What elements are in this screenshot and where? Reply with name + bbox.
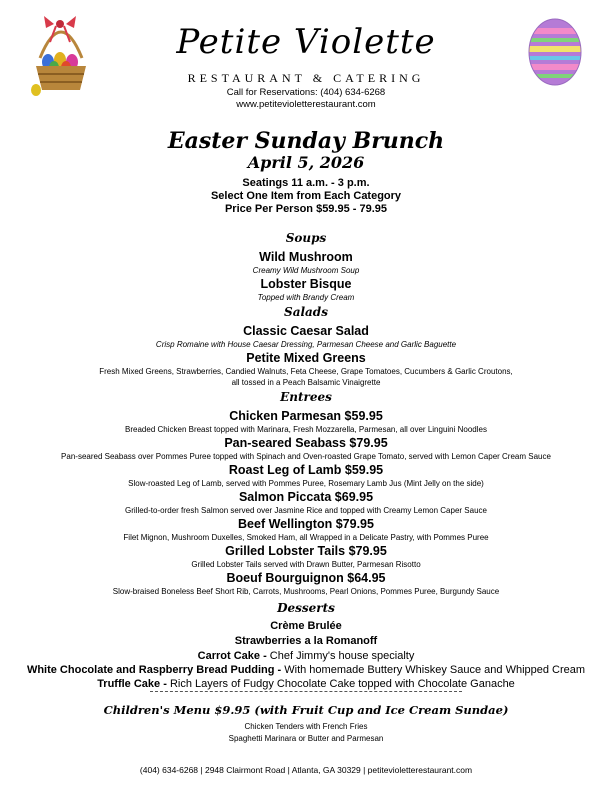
entree-item-desc: Breaded Chicken Breast topped with Marinara, Fresh Mozzarella, Parmesan, all over Linguini Noodles bbox=[125, 425, 487, 434]
salad-item-desc: Crisp Romaine with House Caesar Dressing, Parmesan Cheese and Garlic Baguette bbox=[155, 340, 457, 349]
restaurant-subtitle: RESTAURANT & CATERING bbox=[187, 71, 425, 85]
entree-item-name: Boeuf Bourguignon $64.95 bbox=[226, 571, 386, 585]
event-title: Easter Sunday Brunch bbox=[167, 128, 445, 154]
reservations-line: Call for Reservations: (404) 634-6268 bbox=[226, 87, 386, 98]
soup-item-desc: Creamy Wild Mushroom Soup bbox=[252, 266, 360, 275]
dessert-item-detail: With homemade Buttery Whiskey Sauce and Whipped Cream bbox=[284, 664, 586, 676]
dessert-item-name: Truffle Cake - bbox=[97, 678, 170, 690]
dessert-item: Crème Brulée bbox=[270, 620, 342, 632]
soup-item-name: Wild Mushroom bbox=[259, 250, 353, 264]
entree-item-desc: Slow-braised Boneless Beef Short Rib, Carrots, Mushrooms, Pearl Onions, Pommes Puree, Burgundy Sauce bbox=[112, 587, 500, 596]
divider bbox=[150, 691, 462, 692]
restaurant-logo: Petite Violette bbox=[176, 22, 436, 62]
dessert-item-detail: Chef Jimmy's house specialty bbox=[269, 650, 415, 662]
price-line: Price Per Person $59.95 - 79.95 bbox=[224, 203, 388, 215]
kids-menu-item: Spaghetti Marinara or Butter and Parmesan bbox=[228, 734, 384, 743]
soup-item-name: Lobster Bisque bbox=[260, 277, 352, 291]
entree-item-name: Beef Wellington $79.95 bbox=[238, 517, 374, 531]
entree-item-desc: Grilled Lobster Tails served with Drawn Butter, Parmesan Risotto bbox=[191, 560, 421, 569]
entree-item-name: Grilled Lobster Tails $79.95 bbox=[225, 544, 387, 558]
soup-item-desc: Topped with Brandy Cream bbox=[257, 293, 355, 302]
dessert-item bbox=[0, 664, 612, 676]
kids-menu-heading: Children's Menu $9.95 (with Fruit Cup and Ice Cream Sundae) bbox=[103, 703, 509, 717]
entree-item-desc: Slow-roasted Leg of Lamb, served with Pommes Puree, Rosemary Lamb Jus (Mint Jelly on the side) bbox=[128, 479, 484, 488]
salad-item-name: Petite Mixed Greens bbox=[246, 351, 366, 365]
instructions-line: Select One Item from Each Category bbox=[210, 190, 402, 202]
soups-heading: Soups bbox=[285, 231, 327, 245]
dessert-item bbox=[0, 678, 612, 690]
entree-item-desc: Pan-seared Seabass over Pommes Puree topped with Spinach and Oven-roasted Grape Tomato, served with Lemon Caper Cream Sauce bbox=[61, 452, 551, 461]
event-date: April 5, 2026 bbox=[247, 153, 365, 172]
salad-item-desc-cont: all tossed in a Peach Balsamic Vinaigrette bbox=[231, 378, 381, 387]
salads-heading: Salads bbox=[284, 305, 328, 319]
dessert-item-detail: Rich Layers of Fudgy Chocolate Cake topped with Chocolate Ganache bbox=[169, 678, 515, 690]
salad-item-name: Classic Caesar Salad bbox=[243, 324, 369, 338]
dessert-item bbox=[0, 650, 612, 662]
entrees-heading: Entrees bbox=[280, 390, 332, 404]
dessert-item: Strawberries a la Romanoff bbox=[234, 635, 378, 647]
entree-item-desc: Filet Mignon, Mushroom Duxelles, Smoked Ham, all Wrapped in a Delicate Pastry, with Pommes Puree bbox=[123, 533, 489, 542]
dessert-item-name: Carrot Cake - bbox=[197, 650, 270, 662]
seatings-line: Seatings 11 a.m. - 3 p.m. bbox=[242, 177, 370, 189]
entree-item-name: Chicken Parmesan $59.95 bbox=[229, 409, 383, 423]
website-line: www.petitevioletterestaurant.com bbox=[236, 99, 376, 110]
dessert-item-name: White Chocolate and Raspberry Bread Pudding - bbox=[26, 664, 285, 676]
entree-item-name: Roast Leg of Lamb $59.95 bbox=[228, 463, 384, 477]
entree-item-desc: Grilled-to-order fresh Salmon served over Jasmine Rice and topped with Creamy Lemon Caper Sauce bbox=[125, 506, 487, 515]
desserts-heading: Desserts bbox=[277, 601, 335, 615]
salad-item-desc: Fresh Mixed Greens, Strawberries, Candied Walnuts, Feta Cheese, Grape Tomatoes, Cucumbers & Garlic Croutons, bbox=[99, 367, 513, 376]
entree-item-name: Salmon Piccata $69.95 bbox=[238, 490, 374, 504]
entree-item-name: Pan-seared Seabass $79.95 bbox=[224, 436, 388, 450]
footer-contact: (404) 634-6268 | 2948 Clairmont Road | Atlanta, GA 30329 | petitevioletterestaurant.com bbox=[139, 765, 473, 775]
kids-menu-item: Chicken Tenders with French Fries bbox=[244, 722, 368, 731]
